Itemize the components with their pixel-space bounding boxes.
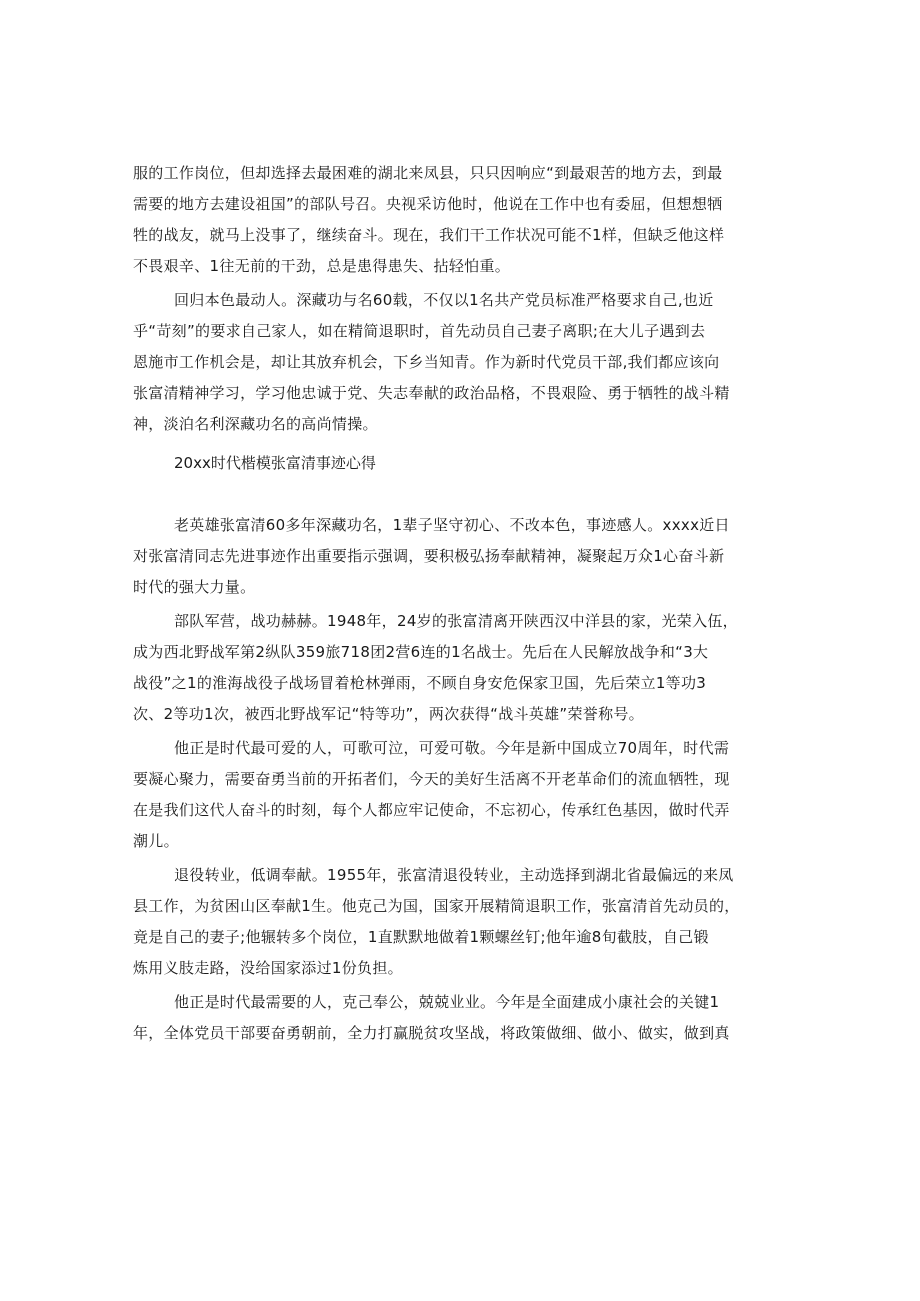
text-line: 潮儿。 xyxy=(133,832,179,850)
text-line: 神，淡泊名利深藏功名的高尚情操。 xyxy=(133,415,378,433)
text-line: 县工作，为贫困山区奉献1生。他克己为国，国家开展精简退职工作，张富清首先动员的， xyxy=(133,897,740,915)
text-line: 张富清精神学习，学习他忠诚于党、失志奉献的政治品格，不畏艰险、勇于牺牲的战斗精 xyxy=(133,384,730,402)
text-line: 服的工作岗位，但却选择去最困难的湖北来凤县，只只因响应“到最艰苦的地方去，到最 xyxy=(133,164,723,182)
text-line: 成为西北野战军第2纵队359旅718团2营6连的1名战士。先后在人民解放战争和“3大 xyxy=(133,643,709,661)
text-line: 在是我们这代人奋斗的时刻，每个人都应牢记使命，不忘初心，传承红色基因，做时代弄 xyxy=(133,801,730,819)
text-line: 需要的地方去建设祖国”的部队号召。央视采访他时，他说在工作中也有委屈，但想想牺 xyxy=(133,195,723,213)
text-line: 乎“苛刻”的要求自己家人，如在精简退职时，首先动员自己妻子离职;在大儿子遇到去 xyxy=(133,322,706,340)
document-body xyxy=(133,158,797,1049)
text-line: 他正是时代最可爱的人，可歌可泣，可爱可敬。今年是新中国成立70周年，时代需 xyxy=(174,739,730,757)
text-line: 竟是自己的妻子;他辗转多个岗位，1直默默地做着1颗螺丝钉;他年逾8旬截肢，自己锻 xyxy=(133,928,709,946)
paragraph-1 xyxy=(133,158,797,282)
text-line: 退役转业，低调奉献。1955年，张富清退役转业，主动选择到湖北省最偏远的来凤 xyxy=(174,866,734,884)
text-line: 部队军营，战功赫赫。1948年，24岁的张富清离开陕西汉中洋县的家，光荣入伍， xyxy=(174,612,738,630)
text-line: 次、2等功1次，被西北野战军记“特等功”，两次获得“战斗英雄”荣誉称号。 xyxy=(133,705,644,723)
paragraph-6 xyxy=(133,860,797,984)
text-line: 恩施市工作机会是，却让其放弃机会，下乡当知青。作为新时代党员干部,我们都应该向 xyxy=(133,353,720,371)
text-line: 老英雄张富清60多年深藏功名，1辈子坚守初心、不改本色，事迹感人。xxxx近日 xyxy=(174,516,730,534)
text-line: 战役”之1的淮海战役子战场冒着枪林弹雨，不顾自身安危保家卫国，先后荣立1等功3 xyxy=(133,674,707,692)
text-line: 不畏艰辛、1往无前的干劲，总是患得患失、拈轻怕重。 xyxy=(133,257,511,275)
text-line: 要凝心聚力，需要奋勇当前的开拓者们，今天的美好生活离不开老革命们的流血牺牲，现 xyxy=(133,770,730,788)
text-line: 他正是时代最需要的人，克己奉公，兢兢业业。今年是全面建成小康社会的关键1 xyxy=(174,993,720,1011)
text-line: 时代的强大力量。 xyxy=(133,578,256,596)
text-line: 炼用义肢走路，没给国家添过1份负担。 xyxy=(133,959,403,977)
text-line: 牲的战友，就马上没事了，继续奋斗。现在，我们干工作状况可能不1样，但缺乏他这样 xyxy=(133,226,725,244)
paragraph-3 xyxy=(133,510,797,603)
paragraph-4 xyxy=(133,606,797,730)
paragraph-5 xyxy=(133,733,797,857)
text-line: 回归本色最动人。深藏功与名60载，不仅以1名共产党员标准严格要求自己,也近 xyxy=(174,291,714,309)
text-line: 年，全体党员干部要奋勇朝前，全力打赢脱贫攻坚战，将政策做细、做小、做实，做到真 xyxy=(133,1024,730,1042)
text-line: 对张富清同志先进事迹作出重要指示强调，要积极弘扬奉献精神，凝聚起万众1心奋斗新 xyxy=(133,547,725,565)
paragraph-2 xyxy=(133,285,797,440)
section-title: 20xx时代楷模张富清事迹心得 xyxy=(174,454,376,472)
paragraph-7 xyxy=(133,987,797,1049)
